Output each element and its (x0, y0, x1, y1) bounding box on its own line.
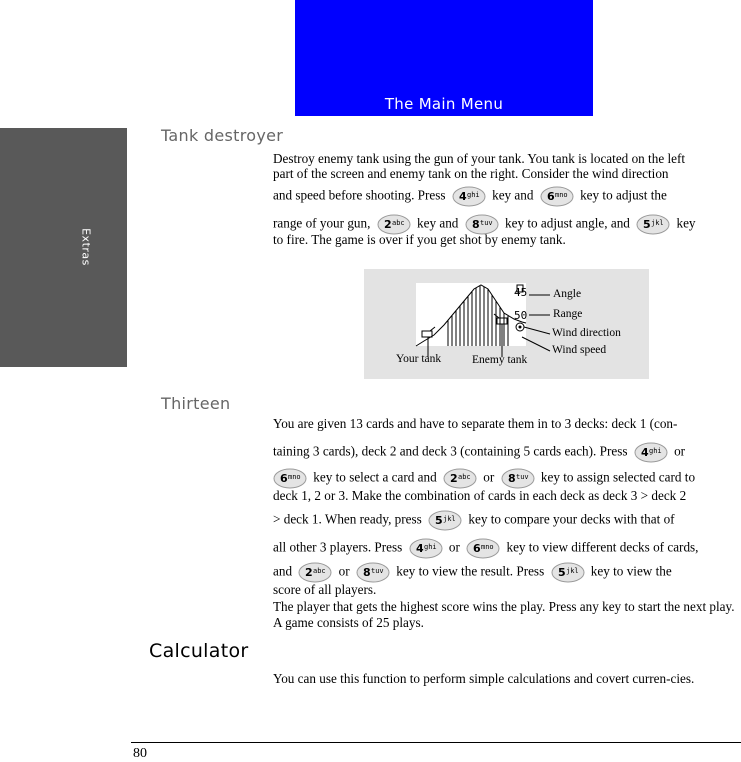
key-2-icon (298, 562, 332, 583)
key-digit: 5 (557, 566, 566, 579)
thirteen-heading: Thirteen (161, 394, 231, 413)
wind-speed-label: Wind speed (552, 344, 607, 356)
calculator-text: You can use this function to perform simple calculations and covert curren-cies. (273, 671, 695, 686)
your-tank-label: Your tank (396, 353, 442, 365)
angle-readout: 45 (514, 286, 528, 299)
tank-line-5: to fire. The game is over if you get shot by enemy tank. (273, 232, 566, 247)
range-readout: 50 (514, 309, 528, 322)
angle-label: Angle (553, 288, 582, 300)
tank-heading: Tank destroyer (161, 126, 284, 145)
key-digit: 6 (280, 472, 288, 485)
tank-line-3: and speed before shooting. Press 4 ghi key and 6 mno key to adjust the (273, 186, 667, 207)
key-5-icon (551, 562, 585, 583)
key-4-icon (634, 442, 668, 463)
key-8-icon (501, 468, 535, 489)
side-tab (0, 128, 127, 367)
tank-line-4: range of your gun, 2 abc key and 8 tuv key to adjust angle, and 5 jkl key (273, 214, 696, 235)
thirteen-line-1: You are given 13 cards and have to separate them in to 3 decks: deck 1 (con- (273, 416, 678, 431)
tank-line-1: Destroy enemy tank using the gun of your tank. You tank is located on the left (273, 151, 686, 166)
key-digit: 4 (415, 542, 424, 555)
key-letters: abc (457, 473, 471, 481)
header-banner (295, 0, 593, 116)
key-letters: tuv (479, 219, 493, 227)
side-tab-label: Extras (79, 228, 93, 266)
key-4-icon (452, 186, 486, 207)
range-label: Range (553, 308, 583, 320)
key-digit: 8 (471, 218, 480, 231)
key-letters: ghi (466, 191, 480, 199)
key-5-icon (428, 510, 462, 531)
page-number: 80 (133, 746, 147, 761)
key-digit: 2 (305, 566, 313, 579)
header-title: The Main Menu (384, 95, 504, 113)
key-digit: 8 (362, 566, 371, 579)
key-6-icon (540, 186, 574, 207)
key-digit: 5 (643, 218, 651, 231)
footer-rule (131, 742, 741, 743)
thirteen-line-7: and 2 abc or 8 tuv key to view the result. Press 5 jkl key to view the (273, 562, 672, 583)
key-letters: abc (313, 567, 326, 575)
key-letters: jkl (565, 567, 579, 575)
key-letters: ghi (648, 447, 662, 455)
calculator-heading: Calculator (149, 640, 249, 662)
key-digit: 2 (449, 472, 458, 485)
thirteen-line-3: 6 mno key to select a card and 2 abc or 8 tuv key to assign selected card to (273, 468, 695, 489)
thirteen-paragraph-2: The player that gets the highest score wins the play. Press any key to start the next play. A game consists of 25 plays. (273, 599, 735, 630)
thirteen-line-4: deck 1, 2 or 3. Make the combination of cards in each deck as deck 3 > deck 2 (273, 488, 687, 503)
key-8-icon (356, 562, 390, 583)
key-digit: 8 (507, 472, 516, 485)
key-2-icon (443, 468, 477, 489)
key-letters: tuv (515, 473, 529, 481)
key-letters: mno (288, 473, 301, 481)
thirteen-line-6: all other 3 players. Press 4 ghi or 6 mno key to view different decks of cards, (273, 538, 698, 559)
key-digit: 5 (435, 514, 443, 527)
wind-direction-label: Wind direction (552, 327, 621, 339)
key-digit: 6 (473, 542, 481, 555)
key-6-icon (273, 468, 307, 489)
key-letters: mno (481, 543, 494, 551)
key-letters: tuv (370, 567, 384, 575)
key-digit: 4 (640, 446, 649, 459)
thirteen-line-5: > deck 1. When ready, press 5 jkl key to compare your decks with that of (273, 510, 675, 531)
key-letters: abc (391, 219, 405, 227)
key-6-icon (466, 538, 500, 559)
tank-game-figure (364, 269, 649, 379)
key-letters: jkl (651, 219, 664, 227)
thirteen-line-2: taining 3 cards), deck 2 and deck 3 (containing 5 cards each). Press 4 ghi or (273, 442, 685, 463)
key-digit: 6 (546, 190, 555, 203)
key-5-icon (636, 214, 670, 235)
key-letters: mno (554, 191, 568, 199)
thirteen-line-8: score of all players. (273, 582, 377, 597)
key-4-icon (409, 538, 443, 559)
key-digit: 2 (383, 218, 392, 231)
key-digit: 4 (458, 190, 467, 203)
key-letters: ghi (423, 543, 437, 551)
enemy-tank-label: Enemy tank (472, 354, 528, 366)
tank-line-2: part of the screen and enemy tank on the right. Consider the wind direction (273, 166, 669, 181)
key-letters: jkl (443, 515, 456, 523)
